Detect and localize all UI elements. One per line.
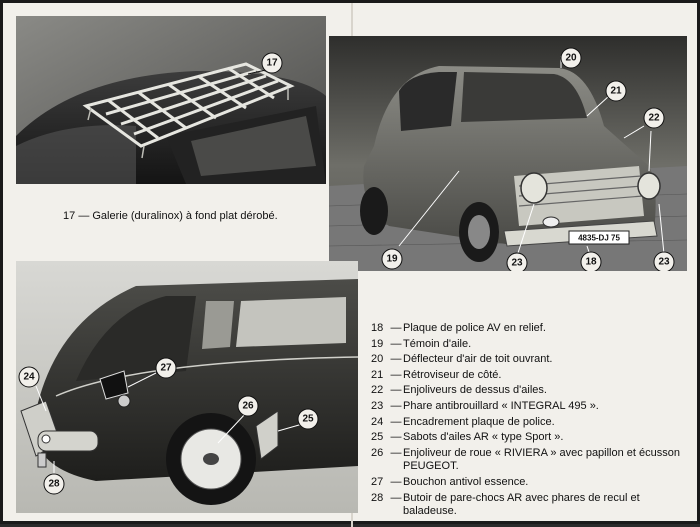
caption-17-number: 17 <box>63 210 76 222</box>
legend-text: Bouchon antivol essence. <box>403 475 529 488</box>
legend-number: 20 <box>371 353 384 366</box>
legend-text: Rétroviseur de côté. <box>403 368 502 381</box>
legend-number: 21 <box>371 368 384 381</box>
legend-item-23 <box>371 400 691 414</box>
legend-text: Sabots d'ailes AR « type Sport ». <box>403 431 564 444</box>
callout-26: 26 <box>242 400 254 412</box>
callout-22: 22 <box>648 112 660 124</box>
legend-item-19 <box>371 338 691 352</box>
legend-dash: — <box>390 353 402 366</box>
legend-dash: — <box>390 399 402 412</box>
callout-20: 20 <box>565 52 577 64</box>
rear-car-illustration <box>16 261 358 513</box>
caption-17-dash: — <box>78 210 93 222</box>
legend-dash: — <box>390 431 402 444</box>
callout-17: 17 <box>266 57 278 69</box>
legend-text: Enjoliveur de roue « RIVIERA » avec papillon et écusson PEUGEOT. <box>403 446 680 473</box>
legend-number: 28 <box>371 491 384 504</box>
legend-number: 22 <box>371 384 384 397</box>
caption-17 <box>63 210 278 222</box>
callout-23-right: 23 <box>658 256 670 268</box>
front-car-illustration <box>329 36 687 271</box>
legend-number: 26 <box>371 446 384 459</box>
legend-number: 18 <box>371 322 384 334</box>
legend-dash: — <box>390 475 402 488</box>
front-car-photo <box>329 36 687 271</box>
legend-item-20 <box>371 353 691 367</box>
legend-number: 23 <box>371 399 384 412</box>
roof-rack-photo <box>16 16 326 184</box>
legend-dash: — <box>390 337 402 350</box>
legend-item-26 <box>371 447 691 474</box>
caption-17-text: Galerie (duralinox) à fond plat dérobé. <box>92 210 278 222</box>
legend-number: 27 <box>371 475 384 488</box>
callout-25: 25 <box>302 413 314 425</box>
legend-text: Encadrement plaque de police. <box>403 415 555 428</box>
accessory-legend <box>371 322 691 521</box>
legend-text: Butoir de pare-chocs AR avec phares de recul et baladeuse. <box>403 491 640 518</box>
callout-18: 18 <box>585 256 597 268</box>
legend-text: Témoin d'aile. <box>403 337 472 350</box>
license-plate: 4835-DJ 75 <box>578 233 620 243</box>
roof-rack-illustration <box>16 16 326 184</box>
legend-number: 25 <box>371 431 384 444</box>
legend-text: Déflecteur d'air de toit ouvrant. <box>403 353 553 366</box>
legend-dash: — <box>390 415 402 428</box>
callout-21: 21 <box>610 85 622 97</box>
legend-item-22 <box>371 384 691 398</box>
legend-text: Phare antibrouillard « INTEGRAL 495 ». <box>403 399 599 412</box>
callout-28: 28 <box>48 478 60 490</box>
legend-number: 19 <box>371 337 384 350</box>
legend-text: Plaque de police AV en relief. <box>403 322 546 334</box>
legend-dash: — <box>390 368 402 381</box>
legend-item-21 <box>371 369 691 383</box>
legend-item-27 <box>371 476 691 490</box>
legend-item-25 <box>371 431 691 445</box>
legend-item-28 <box>371 492 691 519</box>
legend-number: 24 <box>371 415 384 428</box>
legend-dash: — <box>390 384 402 397</box>
callout-19: 19 <box>386 253 398 265</box>
legend-dash: — <box>390 322 402 334</box>
callout-24: 24 <box>23 371 35 383</box>
legend-item-24 <box>371 416 691 430</box>
legend-item-18 <box>371 322 691 336</box>
legend-text: Enjoliveurs de dessus d'ailes. <box>403 384 547 397</box>
callout-23-left: 23 <box>511 257 523 269</box>
legend-dash: — <box>390 446 402 459</box>
rear-car-photo <box>16 261 358 513</box>
callout-27: 27 <box>160 362 172 374</box>
legend-dash: — <box>390 491 402 504</box>
